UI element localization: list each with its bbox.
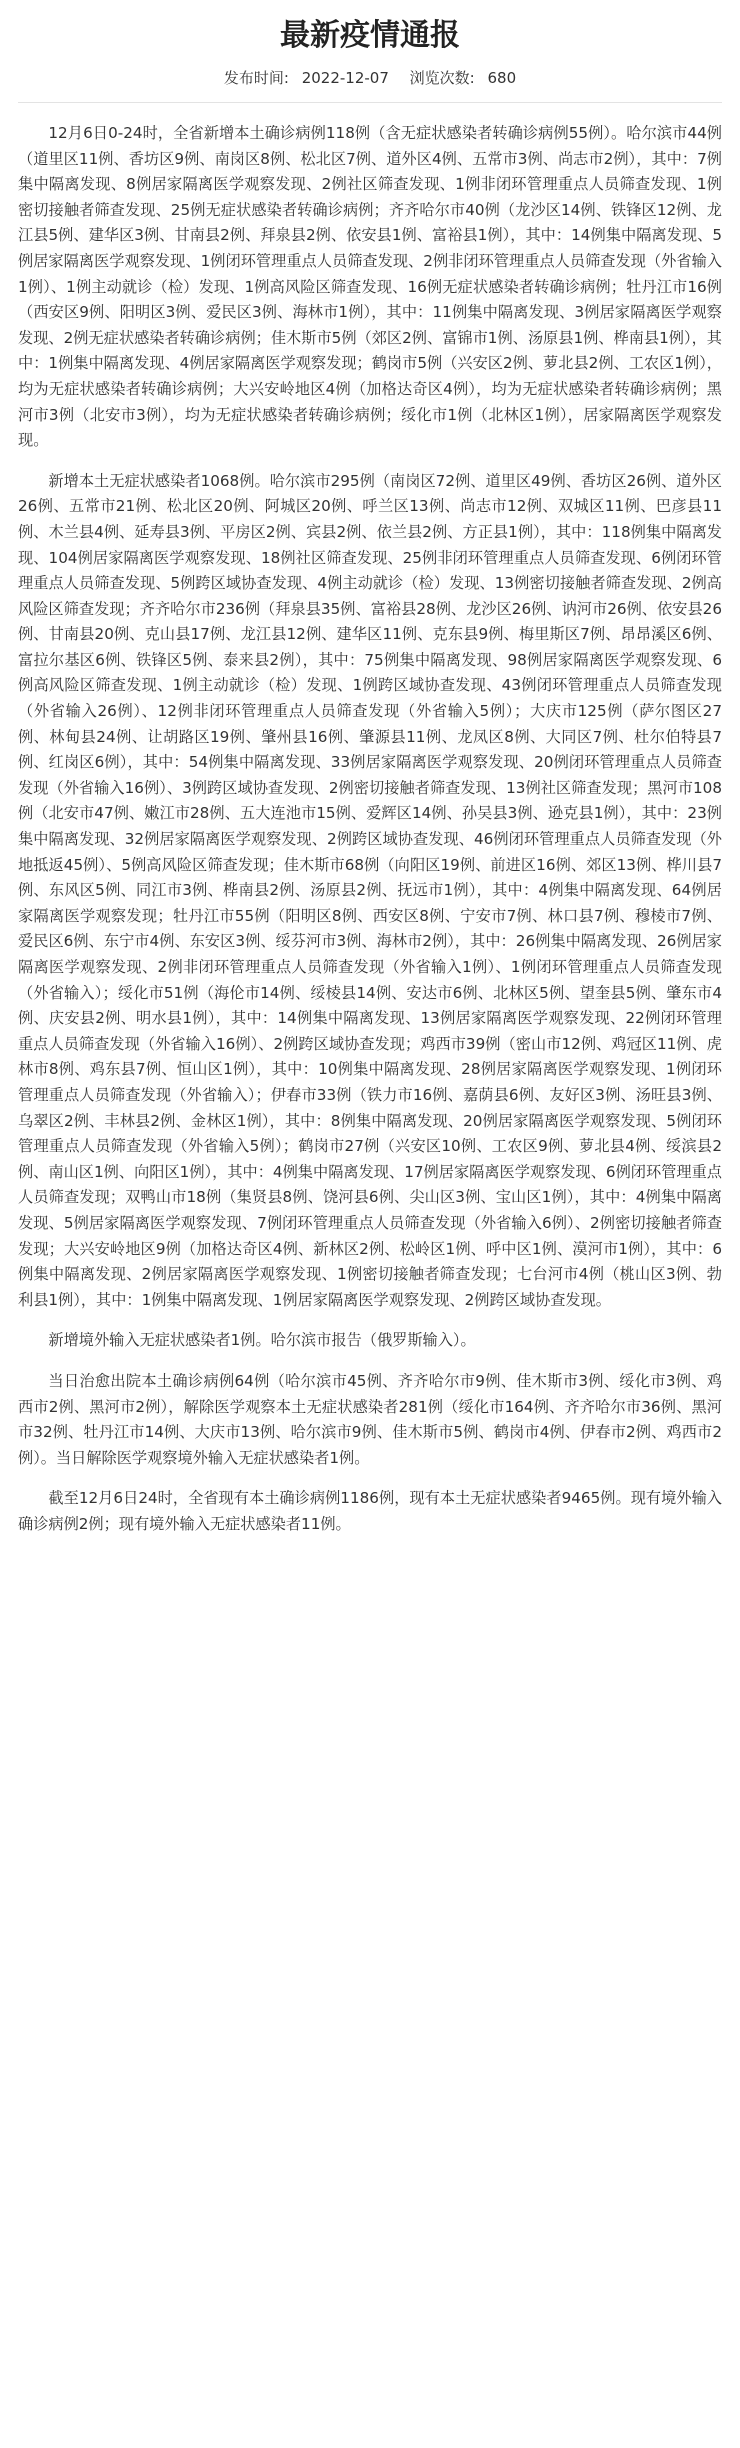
views-label: 浏览次数: — [409, 69, 475, 87]
article-title: 最新疫情通报 — [280, 18, 460, 53]
views-value: 680 — [487, 69, 517, 87]
publish-time — [220, 69, 393, 87]
paragraph-totals: 截至12月6日24时，全省现有本土确诊病例1186例，现有本土无症状感染者9465例。现有境外输入确诊病例2例；现有境外输入无症状感染者11例。 — [18, 1489, 722, 1533]
paragraph-new-asymptomatic: 新增本土无症状感染者1068例。哈尔滨市295例（南岗区72例、道里区49例、香坊区26例、道外区26例、五常市21例、松北区20例、阿城区20例、呼兰区13例、尚志市12例、双城区11例、巴彦县11例、木兰县4例、延寿县3例、平房区2例、宾县2例、依兰县2例、方正县1例），其中：118例集中隔离发现、104例居家隔离医学观察发现、18例社区筛查发现、25例非闭环管理重点人员筛查发现、6例闭环管理重点人员筛查发现、5例跨区域协查发现、4例主动就诊（检）发现、13例密切接触者筛查发现、2例高风险区筛查发现；齐齐哈尔市236例（拜泉县35例、富裕县28例、龙沙区26例、讷河市26例、依安县26例、甘南县20例、克山县17例、龙江县12例、建华区11例、克东县9例、梅里斯区7例、昂昂溪区6例、富拉尔基区6例、铁锋区5例、泰来县2例），其中：75例集中隔离发现、98例居家隔离医学观察发现、6例高风险区筛查发现、1例主动就诊（检）发现、1例跨区域协查发现、43例闭环管理重点人员筛查发现（外省输入26例）、12例非闭环管理重点人员筛查发现（外省输入5例）；大庆市125例（萨尔图区27例、林甸县24例、让胡路区19例、肇州县16例、肇源县11例、龙凤区8例、大同区7例、杜尔伯特县7例、红岗区6例），其中：54例集中隔离发现、33例居家隔离医学观察发现、20例闭环管理重点人员筛查发现（外省输入16例）、3例跨区域协查发现、2例密切接触者筛查发现、13例社区筛查发现；黑河市108例（北安市47例、嫩江市28例、五大连池市15例、爱辉区14例、孙吴县3例、逊克县1例），其中：23例集中隔离发现、32例居家隔离医学观察发现、2例跨区域协查发现、46例闭环管理重点人员筛查发现（外地抵返45例）、5例高风险区筛查发现；佳木斯市68例（向阳区19例、前进区16例、郊区13例、桦川县7例、东风区5例、同江市3例、桦南县2例、汤原县2例、抚远市1例），其中：4例集中隔离发现、64例居家隔离医学观察发现；牡丹江市55例（阳明区8例、西安区8例、宁安市7例、林口县7例、穆棱市7例、爱民区6例、东宁市4例、东安区3例、绥芬河市3例、海林市2例），其中：26例集中隔离发现、26例居家隔离医学观察发现、2例非闭环管理重点人员筛查发现（外省输入1例）、1例闭环管理重点人员筛查发现（外省输入）；绥化市51例（海伦市14例、绥棱县14例、安达市6例、北林区5例、望奎县5例、肇东市4例、庆安县2例、明水县1例），其中：14例集中隔离发现、13例居家隔离医学观察发现、22例闭环管理重点人员筛查发现（外省输入16例）、2例跨区域协查发现；鸡西市39例（密山市12例、鸡冠区11例、虎林市8例、鸡东县7例、恒山区1例），其中：10例集中隔离发现、28例居家隔离医学观察发现、1例闭环管理重点人员筛查发现（外省输入）；伊春市33例（铁力市16例、嘉荫县6例、友好区3例、汤旺县3例、乌翠区2例、丰林县2例、金林区1例），其中：8例集中隔离发现、20例居家隔离医学观察发现、5例闭环管理重点人员筛查发现（外省输入5例）；鹤岗市27例（兴安区10例、工农区9例、萝北县4例、绥滨县2例、南山区1例、向阳区1例），其中：4例集中隔离发现、17例居家隔离医学观察发现、6例闭环管理重点人员筛查发现；双鸭山市18例（集贤县8例、饶河县6例、尖山区3例、宝山区1例），其中：4例集中隔离发现、5例居家隔离医学观察发现、7例闭环管理重点人员筛查发现（外省输入6例）、2例密切接触者筛查发现；大兴安岭地区9例（加格达奇区4例、新林区2例、松岭区1例、呼中区1例、漠河市1例），其中：6例集中隔离发现、2例居家隔离医学观察发现、1例密切接触者筛查发现；七台河市4例（桃山区3例、勃利县1例），其中：1例集中隔离发现、1例居家隔离医学观察发现、2例跨区域协查发现。 — [18, 471, 722, 1309]
publish-date: 2022-12-07 — [301, 69, 389, 87]
title-divider — [18, 102, 722, 103]
view-count — [406, 69, 520, 87]
paragraph-recovered: 当日治愈出院本土确诊病例64例（哈尔滨市45例、齐齐哈尔市9例、佳木斯市3例、绥化市3例、鸡西市2例、黑河市2例），解除医学观察本土无症状感染者281例（绥化市164例、齐齐哈尔市36例、黑河市32例、牡丹江市14例、大庆市13例、哈尔滨市9例、佳木斯市5例、鹤岗市4例、伊春市2例、鸡西市2例）。当日解除医学观察境外输入无症状感染者1例。 — [18, 1371, 722, 1467]
publish-label: 发布时间: — [223, 69, 289, 87]
paragraph-new-confirmed: 12月6日0-24时，全省新增本土确诊病例118例（含无症状感染者转确诊病例55例）。哈尔滨市44例（道里区11例、香坊区9例、南岗区8例、松北区7例、道外区4例、五常市3例、尚志市2例），其中：7例集中隔离发现、8例居家隔离医学观察发现、2例社区筛查发现、1例非闭环管理重点人员筛查发现、1例密切接触者筛查发现、25例无症状感染者转确诊病例；齐齐哈尔市40例（龙沙区14例、铁锋区12例、龙江县5例、建华区3例、甘南县2例、拜泉县2例、依安县1例、富裕县1例），其中：14例集中隔离发现、5例居家隔离医学观察发现、1例闭环管理重点人员筛查发现、2例非闭环管理重点人员筛查发现（外省输入1例）、1例主动就诊（检）发现、1例高风险区筛查发现、16例无症状感染者转确诊病例；牡丹江市16例（西安区9例、阳明区3例、爱民区3例、海林市1例），其中：11例集中隔离发现、3例居家隔离医学观察发现、2例无症状感染者转确诊病例；佳木斯市5例（郊区2例、富锦市1例、汤原县1例、桦南县1例），其中：1例集中隔离发现、4例居家隔离医学观察发现；鹤岗市5例（兴安区2例、萝北县2例、工农区1例），均为无症状感染者转确诊病例；大兴安岭地区4例（加格达奇区4例），均为无症状感染者转确诊病例；黑河市3例（北安市3例），均为无症状感染者转确诊病例；绥化市1例（北林区1例），居家隔离医学观察发现。 — [18, 124, 722, 450]
paragraph-imported: 新增境外输入无症状感染者1例。哈尔滨市报告（俄罗斯输入）。 — [48, 1331, 476, 1350]
article-body — [18, 121, 722, 1537]
article-meta — [18, 68, 722, 88]
